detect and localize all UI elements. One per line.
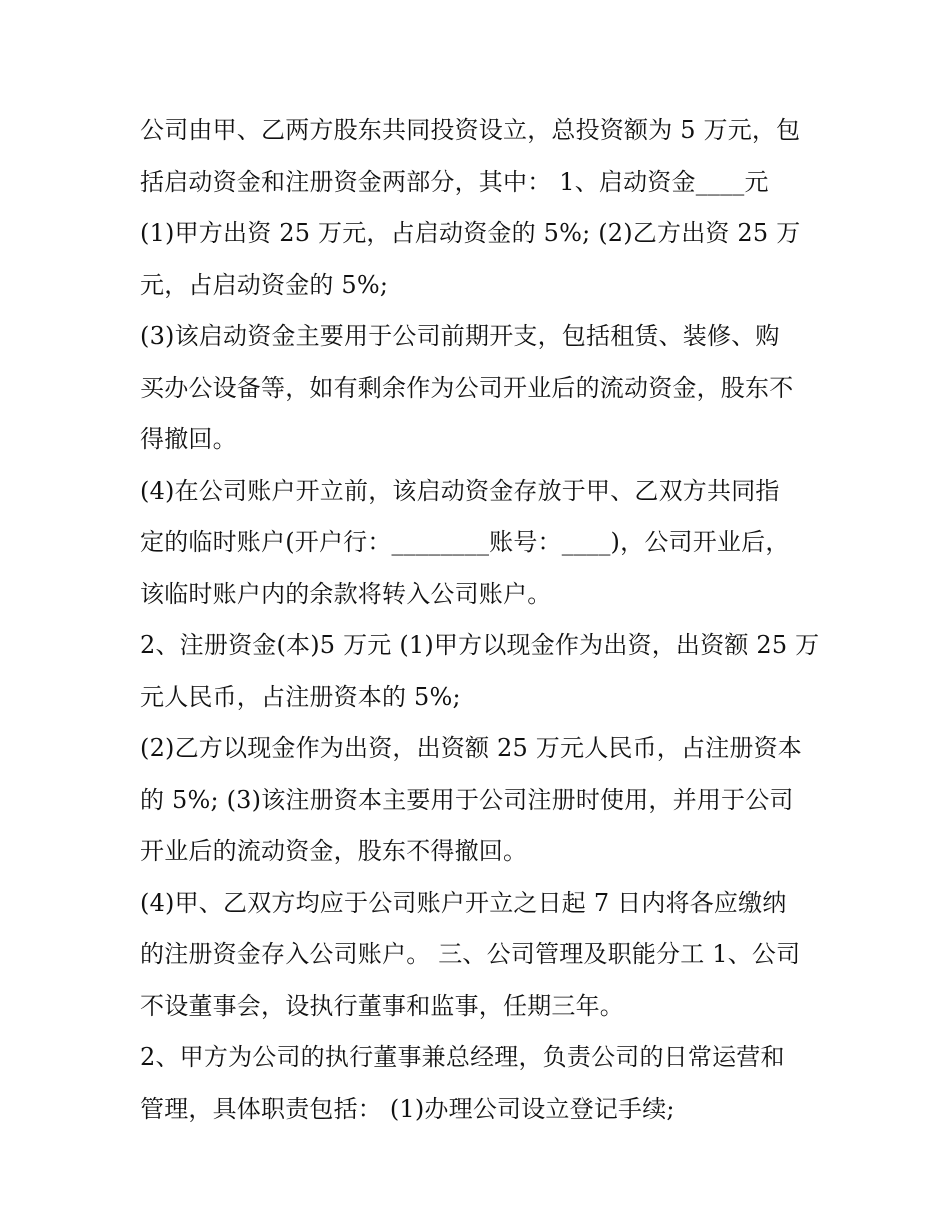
text-line-20: 管理，具体职责包括： (1)办理公司设立登记手续; [140,1094,675,1123]
text-line-19: 2、甲方为公司的执行董事兼总经理，负责公司的日常运营和 [140,1043,785,1071]
text-line-11: 2、注册资金(本)5 万元 (1)甲方以现金作为出资，出资额 25 万 [140,631,820,659]
text-line-2: 括启动资金和注册资金两部分，其中： 1、启动资金____元 [140,167,769,196]
text-line-12: 元人民币，占注册资本的 5%; [140,682,461,711]
text-line-9: 定的临时账户(开户行：________账号：____)，公司开业后， [140,528,790,556]
text-line-14: 的 5%; (3)该注册资本主要用于公司注册时使用，并用于公司 [140,785,794,814]
text-line-5: (3)该启动资金主要用于公司前期开支，包括租赁、装修、购 [140,322,780,350]
document-body [140,105,830,1135]
text-line-6: 买办公设备等，如有剩余作为公司开业后的流动资金，股东不 [140,373,794,402]
text-line-8: (4)在公司账户开立前，该启动资金存放于甲、乙双方共同指 [140,476,780,505]
text-line-18: 不设董事会，设执行董事和监事，任期三年。 [140,991,624,1020]
text-line-16: (4)甲、乙双方均应于公司账户开立之日起 7 日内将各应缴纳 [140,888,787,917]
text-line-15: 开业后的流动资金，股东不得撤回。 [140,837,528,865]
text-line-17: 的注册资金存入公司账户。 三、公司管理及职能分工 1、公司 [140,940,801,968]
text-line-10: 该临时账户内的余款将转入公司账户。 [140,579,552,608]
text-line-3: (1)甲方出资 25 万元，占启动资金的 5%; (2)乙方出资 25 万 [140,219,801,247]
text-line-13: (2)乙方以现金作为出资，出资额 25 万元人民币，占注册资本 [140,734,802,762]
text-line-7: 得撤回。 [140,425,237,453]
text-line-4: 元，占启动资金的 5%; [140,270,389,299]
text-line-1: 公司由甲、乙两方股东共同投资设立，总投资额为 5 万元，包 [140,116,801,144]
